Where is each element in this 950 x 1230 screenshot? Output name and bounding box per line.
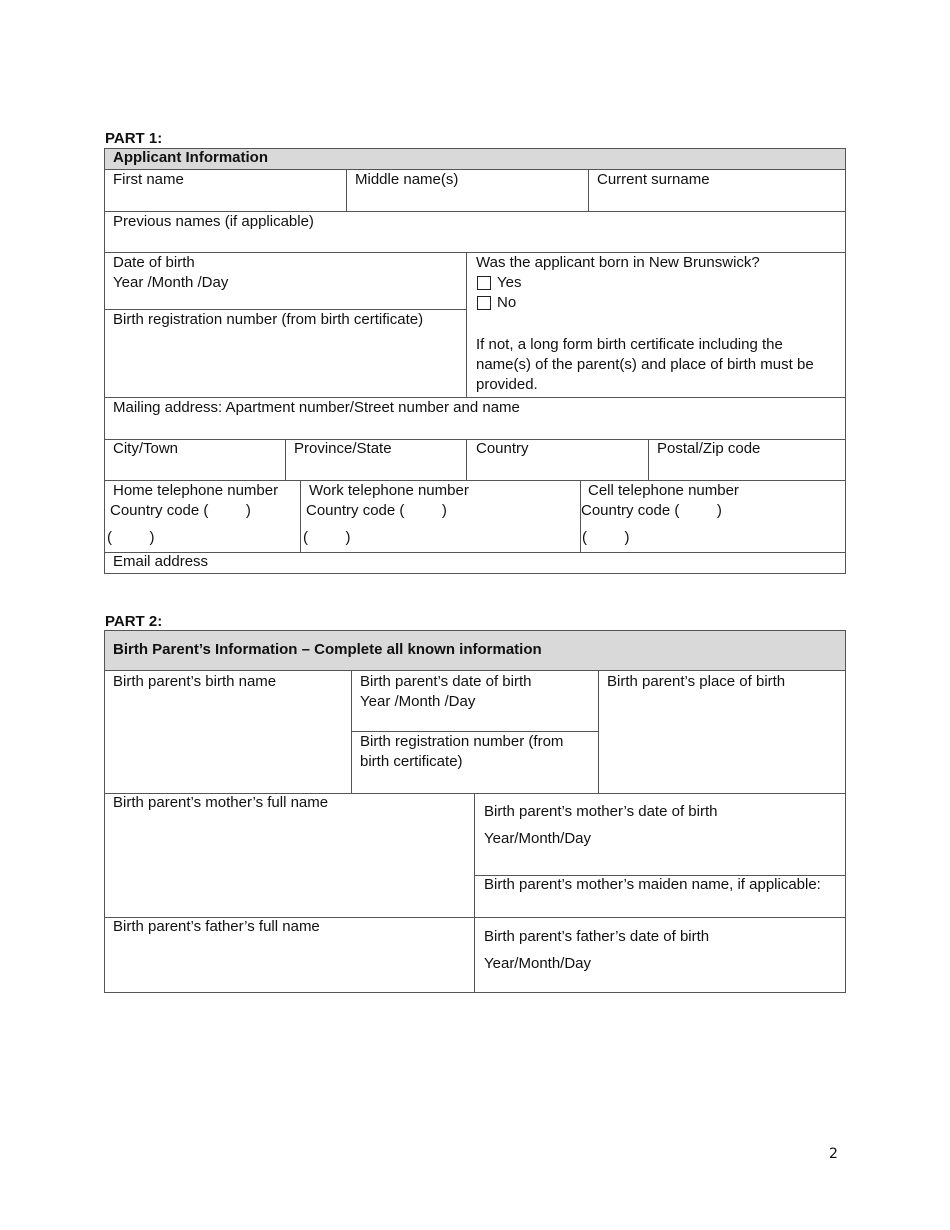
long-form-note-line-1: If not, a long form birth certificate including the — [476, 336, 783, 353]
middle-names-field[interactable] — [350, 190, 588, 210]
birth-parent-information-header — [105, 631, 845, 670]
postal-code-label: Postal/Zip code — [657, 440, 761, 457]
work-phone-field[interactable] — [372, 529, 580, 549]
country-label: Country — [476, 440, 529, 457]
previous-names-label: Previous names (if applicable) — [113, 213, 314, 230]
divider — [104, 552, 846, 553]
mother-maiden-name-label: Birth parent’s mother’s maiden name, if applicable: — [484, 876, 821, 893]
country-field[interactable] — [470, 459, 648, 479]
cell-phone-country-code: Country code ( ) — [581, 502, 722, 519]
current-surname-field[interactable] — [592, 190, 846, 210]
father-full-name-field[interactable] — [108, 939, 474, 959]
parent-place-of-birth-field[interactable] — [602, 694, 846, 714]
long-form-note-line-3: provided. — [476, 376, 538, 393]
work-phone-label: Work telephone number — [309, 482, 469, 499]
born-in-nb-no-label: No — [497, 294, 517, 311]
divider — [104, 670, 846, 671]
father-full-name-label: Birth parent’s father’s full name — [113, 918, 320, 935]
born-in-nb-yes-label: Yes — [497, 274, 522, 291]
province-label: Province/State — [294, 440, 392, 457]
work-phone-area-code: ( ) — [303, 529, 351, 546]
mother-full-name-field[interactable] — [108, 815, 474, 835]
page-number: 2 — [829, 1146, 838, 1162]
cell-phone-area-code: ( ) — [582, 529, 630, 546]
father-dob-format: Year/Month/Day — [484, 955, 592, 972]
mother-full-name-label: Birth parent’s mother’s full name — [113, 794, 329, 811]
birth-registration-field[interactable] — [108, 332, 466, 352]
applicant-information-header — [105, 149, 845, 169]
home-phone-label: Home telephone number — [113, 482, 279, 499]
applicant-information-title: Applicant Information — [113, 149, 268, 166]
parent-birth-name-label: Birth parent’s birth name — [113, 673, 277, 690]
city-field[interactable] — [108, 459, 286, 479]
cell-phone-field[interactable] — [650, 529, 846, 549]
divider — [648, 439, 649, 480]
birth-registration-label: Birth registration number (from birth certificate) — [113, 311, 424, 328]
father-dob-field[interactable] — [600, 955, 846, 975]
first-name-field[interactable] — [108, 190, 346, 210]
parent-place-of-birth-label: Birth parent’s place of birth — [607, 673, 786, 690]
previous-names-field[interactable] — [108, 232, 846, 252]
city-label: City/Town — [113, 440, 179, 457]
home-phone-country-code: Country code ( ) — [110, 502, 251, 519]
email-label: Email address — [113, 553, 209, 570]
birth-parent-information-title: Birth Parent’s Information – Complete all known information — [113, 641, 542, 658]
parent-dob-label: Birth parent’s date of birth — [360, 673, 532, 690]
home-phone-field[interactable] — [160, 529, 300, 549]
parent-dob-field[interactable] — [490, 693, 598, 713]
divider — [598, 670, 599, 793]
date-of-birth-format: Year /Month /Day — [113, 274, 229, 291]
mother-dob-label: Birth parent’s mother’s date of birth — [484, 803, 718, 820]
born-in-new-brunswick-question: Was the applicant born in New Brunswick? — [476, 254, 760, 271]
current-surname-label: Current surname — [597, 171, 710, 188]
mother-maiden-name-field[interactable] — [478, 896, 846, 916]
divider — [346, 169, 347, 211]
born-in-nb-yes-checkbox[interactable] — [477, 276, 491, 290]
parent-birth-registration-label-line-1: Birth registration number (from — [360, 733, 564, 750]
part2-label: PART 2: — [105, 613, 163, 630]
divider — [300, 480, 301, 552]
born-in-nb-no-checkbox[interactable] — [477, 296, 491, 310]
mother-dob-format: Year/Month/Day — [484, 830, 592, 847]
cell-phone-label: Cell telephone number — [588, 482, 739, 499]
mailing-address-field[interactable] — [108, 418, 846, 438]
date-of-birth-field[interactable] — [260, 274, 464, 294]
first-name-label: First name — [113, 171, 184, 188]
work-phone-country-code: Country code ( ) — [306, 502, 447, 519]
province-field[interactable] — [289, 459, 467, 479]
parent-dob-format: Year /Month /Day — [360, 693, 476, 710]
date-of-birth-label: Date of birth — [113, 254, 195, 271]
long-form-note-line-2: name(s) of the parent(s) and place of birth must be — [476, 356, 814, 373]
parent-birth-name-field[interactable] — [108, 694, 350, 714]
divider — [104, 169, 846, 170]
mailing-address-label: Mailing address: Apartment number/Street number and name — [113, 399, 520, 416]
home-phone-area-code: ( ) — [107, 529, 155, 546]
divider — [588, 169, 589, 211]
mother-dob-field[interactable] — [600, 830, 846, 850]
father-dob-label: Birth parent’s father’s date of birth — [484, 928, 710, 945]
part1-label: PART 1: — [105, 130, 163, 147]
middle-names-label: Middle name(s) — [355, 171, 459, 188]
email-field[interactable] — [220, 554, 844, 573]
divider — [474, 793, 475, 993]
parent-birth-registration-label-line-2: birth certificate) — [360, 753, 463, 770]
divider — [466, 252, 467, 397]
parent-birth-registration-field[interactable] — [470, 753, 598, 773]
postal-code-field[interactable] — [652, 459, 846, 479]
